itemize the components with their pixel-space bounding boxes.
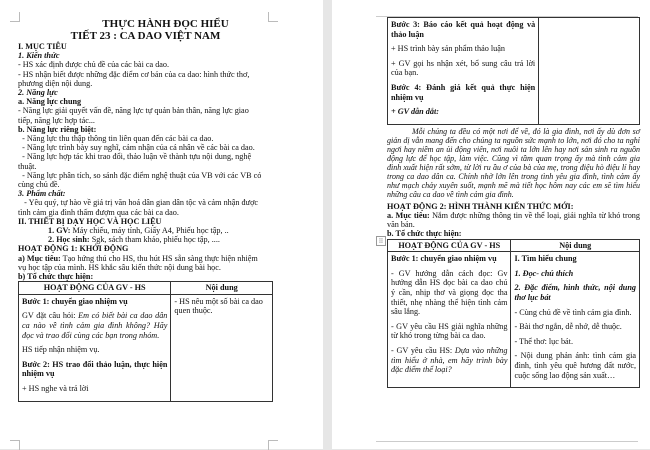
activity-1-table <box>18 281 273 401</box>
objective-line: - Yêu quý, tự hào về giá trị văn hoá dân gian dân tộc và cảm nhận được tình cảm gia đình thấm đượm qua các bài ca dao. <box>18 198 261 217</box>
activity-1-heading: HOẠT ĐỘNG 1: KHỞI ĐỘNG <box>18 244 129 254</box>
content-sub: 1. Đọc- chú thích <box>514 268 574 278</box>
explain: - GV yêu cầu HS giải nghĩa những từ khó trong từng bài ca dao. <box>391 321 508 341</box>
present: + HS trình bày sản phẩm thảo luận <box>391 44 505 54</box>
document-page-2 <box>332 0 650 449</box>
listen: + HS nghe và trả lời <box>22 384 89 394</box>
ask <box>391 346 507 375</box>
q-text: Em có biết bài ca dao dân ca nào về tình cảm gia đình không? Hãy đọc và trao đổi cùng các bạn trong nhóm. <box>22 311 168 340</box>
activity-2-section <box>387 202 640 239</box>
guide: - GV hướng dẫn cách đọc: Gv hướng dẫn HS đọc bài ca dao chú ý cần, nhịp thơ và giọng đọc tha thiết, nhẹ nhàng thể hiện tình cảm sâu lắng. <box>391 268 508 317</box>
table-cell <box>19 294 171 401</box>
objectives-section <box>18 42 273 226</box>
objective-line: - HS xác định được chủ đề của các bài ca dao. <box>18 60 170 70</box>
table-cell <box>388 252 511 388</box>
page-edge <box>376 441 638 442</box>
org-label: b. Tổ chức thực hiện: <box>387 229 462 239</box>
objective-line: 1. Kiến thức <box>18 51 60 61</box>
objective-line: - Năng lực giải quyết vấn đề, năng lực tự quản bản thân, năng lực giao tiếp, năng lực hợp tác... <box>18 106 251 125</box>
receive: HS tiếp nhận nhiệm vụ. <box>22 345 100 355</box>
content-item: - Nội dung phản ánh: tình cảm gia đình, tình yêu quê hương đất nước, cuộc sống lao động sản xuất… <box>514 351 636 380</box>
objective-line: - HS nhận biết được những đặc điểm cơ bản của ca dao: hình thức thơ, phương diện nội dung. <box>18 69 252 88</box>
goal <box>387 211 640 229</box>
equip-gv <box>18 226 265 235</box>
content-item: - Thể thơ: lục bát. <box>514 336 573 346</box>
content-heading: I. Tìm hiểu chung <box>514 254 577 264</box>
table-header: HOẠT ĐỘNG CỦA GV - HS <box>388 239 511 252</box>
step: Bước 1: chuyển giao nhiệm vụ <box>22 296 128 306</box>
lead: + GV dẫn dắt: <box>391 107 439 117</box>
goal-text: Tạo hứng thú cho HS, thu hút HS sẵn sàng thực hiện nhiệm vụ học tập của mình. HS khắc sâu kiến thức nội dung bài học. <box>18 253 258 272</box>
activity-1-section <box>18 226 273 281</box>
ask-prefix: - GV yêu cầu HS: <box>391 345 455 355</box>
content-sub: 2. Đặc điểm, hình thức, nội dung thơ lục bát <box>514 283 636 302</box>
goal <box>18 254 265 272</box>
intro-paragraph: Mỗi chúng ta đều có một nơi để về, đó là gia đình, nơi ấy dù đơn sơ giản dị vẫn mang đến cho chúng ta nguồn sức mạnh to lớn, nơi đó cho ta nghỉ ngơi hay niềm an ủi động viên, nơi nuôi ta lớn lên hay nơi sản sinh ra nguồn động lực để học tập, làm việc. Cũng vì tầm quan trọng ấy mà tình cảm gia đình xuất hiện rất sớm, từ lời ru ầu ơ của bà của mẹ, trong điệu hò điệu lí hay trong ca dao dân ca. Chính nhờ lớn lên trong tình yêu gia đình, tình cảm ấy như mạch chảy xuyên suốt, mạnh mẽ mà tiết học hôm nay các em sẽ tìm hiểu những câu ca dao về tình cảm gia đình. <box>387 126 640 199</box>
goal-label: a) Mục tiêu: <box>18 253 61 263</box>
doc-subtitle: TIẾT 23 : CA DAO VIỆT NAM <box>70 30 221 42</box>
objective-line: - Năng lực thu thập thông tin liên quan đến các bài ca dao. <box>18 134 214 144</box>
doc-title: THỰC HÀNH ĐỌC HIỂU <box>102 18 229 30</box>
objective-line: II. THIẾT BỊ DẠY HỌC VÀ HỌC LIỆU <box>18 216 162 226</box>
objective-line: a. Năng lực chung <box>18 97 82 107</box>
goal-label: a. Mục tiêu: <box>387 210 430 220</box>
objective-line: 2. Năng lực <box>18 88 58 98</box>
ask-text: Dựa vào những tìm hiểu ở nhà, em hãy trình bày đặc điểm thể loại? <box>391 345 508 375</box>
page-2-content <box>387 17 640 388</box>
content: - HS nêu một số bài ca dao quen thuộc. <box>174 296 263 316</box>
document-page-1 <box>0 0 323 449</box>
step: Bước 1: chuyển giao nhiệm vụ <box>391 254 497 264</box>
objective-line: 3. Phẩm chất: <box>18 189 66 199</box>
objective-line: - Năng lực hợp tác khi trao đổi, thảo luận về thành tựu nội dung, nghệ thuật. <box>18 152 254 171</box>
table-cell <box>171 294 273 401</box>
table-cell <box>511 252 640 388</box>
equip-label: 2. Học sinh: <box>48 235 90 245</box>
goal-text: Nắm được những thông tin về thể loại, giải nghĩa từ khó trong văn bản. <box>387 210 640 230</box>
equip-text: Máy chiếu, máy tính, Giấy A4, Phiếu học tập, .. <box>70 226 229 236</box>
question <box>22 311 167 340</box>
activity-1-table-continued <box>387 17 640 125</box>
objective-line: - Năng lực phân tích, so sánh đặc điểm nghệ thuật của VB với các VB có cùng chủ đề. <box>18 170 264 190</box>
objective-line: b. Năng lực riêng biệt: <box>18 124 97 134</box>
step: Bước 2: HS trao đổi thảo luận, thực hiện nhiệm vụ <box>22 359 168 379</box>
objective-line: I. MỤC TIÊU <box>18 42 67 51</box>
org-label: b) Tổ chức thực hiện: <box>18 272 94 282</box>
equip-label: 1. GV: <box>48 226 71 236</box>
table-cell <box>539 18 640 125</box>
content-item: - Bài thơ ngắn, dễ nhớ, dễ thuộc. <box>514 322 622 332</box>
step: Bước 3: Báo cáo kết quả hoạt động và thảo luận <box>391 20 536 39</box>
table-cell <box>388 18 539 125</box>
content-item: - Cùng chủ đề về tình cảm gia đình. <box>514 307 632 317</box>
step: Bước 4: Đánh giá kết quả thực hiện nhiệm vụ <box>391 82 536 102</box>
activity-2-heading: HOẠT ĐỘNG 2: HÌNH THÀNH KIẾN THỨC MỚI: <box>387 201 574 211</box>
call: + GV gọi hs nhận xét, bổ sung câu trả lời của bạn. <box>391 58 536 78</box>
table-move-handle-icon[interactable]: ⁞⁞ <box>376 236 386 246</box>
table-header: HOẠT ĐỘNG CỦA GV - HS <box>19 282 171 295</box>
q-prefix: GV đặt câu hỏi: <box>22 311 79 321</box>
equip-text: Sgk, sách tham khảo, phiếu học tập, .... <box>89 235 220 245</box>
page-1-content <box>18 18 273 402</box>
objective-line: - Năng lực trình bày suy nghĩ, cảm nhận của cá nhân về các bài ca dao. <box>18 143 255 153</box>
table-header: Nội dung <box>171 282 273 295</box>
activity-2-table <box>387 239 640 389</box>
table-header: Nội dung <box>511 239 640 252</box>
